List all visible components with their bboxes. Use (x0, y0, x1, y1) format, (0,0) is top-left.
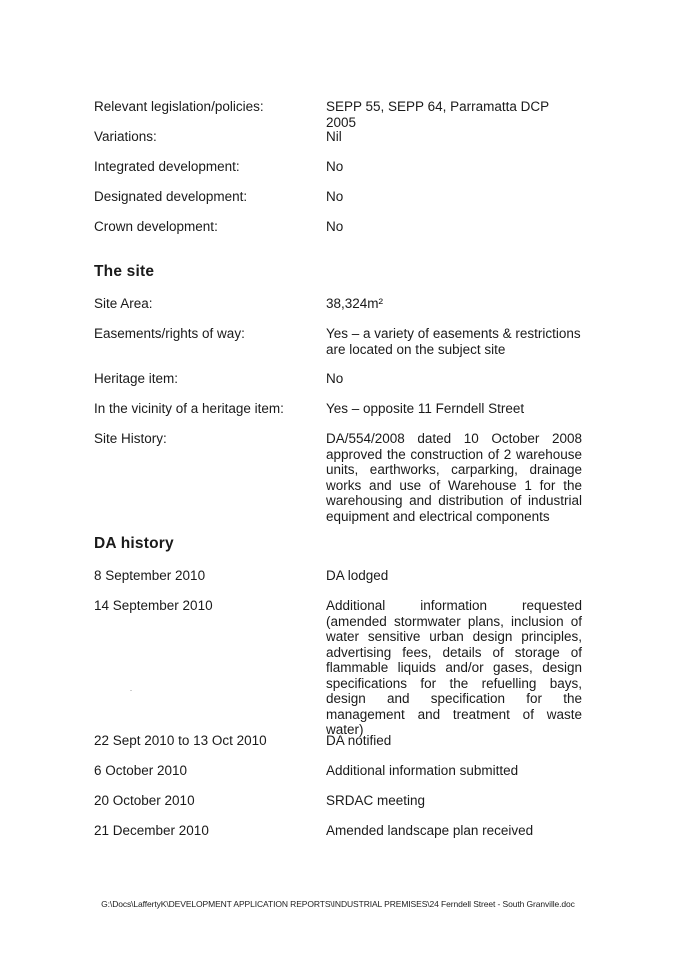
field-label: Site Area: (94, 296, 153, 311)
field-value: No (326, 371, 344, 386)
scan-speck (130, 690, 132, 691)
field-label: Variations: (94, 129, 157, 144)
section-heading-da-history: DA history (94, 535, 174, 552)
history-date: 14 September 2010 (94, 598, 213, 613)
field-value: No (326, 219, 344, 234)
field-label: Easements/rights of way: (94, 326, 245, 341)
history-date: 22 Sept 2010 to 13 Oct 2010 (94, 733, 267, 748)
field-value: Yes – a variety of easements & restrictions are located on the subject site (326, 326, 581, 357)
history-date: 21 December 2010 (94, 823, 209, 838)
field-value: No (326, 189, 344, 204)
field-label: Integrated development: (94, 159, 240, 174)
history-event: SRDAC meeting (326, 793, 426, 808)
field-label: Crown development: (94, 219, 218, 234)
field-value: SEPP 55, SEPP 64, Parramatta DCP 2005 (326, 99, 549, 130)
field-value: Yes – opposite 11 Ferndell Street (326, 401, 525, 416)
history-event: Amended landscape plan received (326, 823, 534, 838)
document-file-path-footer: G:\Docs\LaffertyK\DEVELOPMENT APPLICATION REPORTS\INDUSTRIAL PREMISES\24 Ferndell Street - South Granville.doc (101, 899, 575, 909)
history-event: DA lodged (326, 568, 389, 583)
field-label: Designated development: (94, 189, 248, 204)
history-date: 8 September 2010 (94, 568, 206, 583)
field-value: DA/554/2008 dated 10 October 2008 approved the construction of 2 warehouse units, earthworks, carparking, drainage works and use of Warehouse 1 for the warehousing and distribution of industrial equipment and electrical components (326, 431, 582, 524)
history-event: Additional information requested (amended stormwater plans, inclusion of water sensitive urban design principles, advertising fees, details of storage of flammable liquids and/or gases, design specifications for the refuelling bays, design and specification for the management and treatment of waste water) (326, 598, 582, 737)
field-label: Heritage item: (94, 371, 179, 386)
field-label: Relevant legislation/policies: (94, 99, 264, 114)
section-heading-the-site: The site (94, 263, 155, 280)
field-value: 38,324m² (326, 296, 384, 311)
history-event: DA notified (326, 733, 392, 748)
field-label: Site History: (94, 431, 167, 446)
field-label: In the vicinity of a heritage item: (94, 401, 284, 416)
history-date: 6 October 2010 (94, 763, 188, 778)
field-value: No (326, 159, 344, 174)
history-date: 20 October 2010 (94, 793, 195, 808)
field-value: Nil (326, 129, 342, 144)
history-event: Additional information submitted (326, 763, 519, 778)
